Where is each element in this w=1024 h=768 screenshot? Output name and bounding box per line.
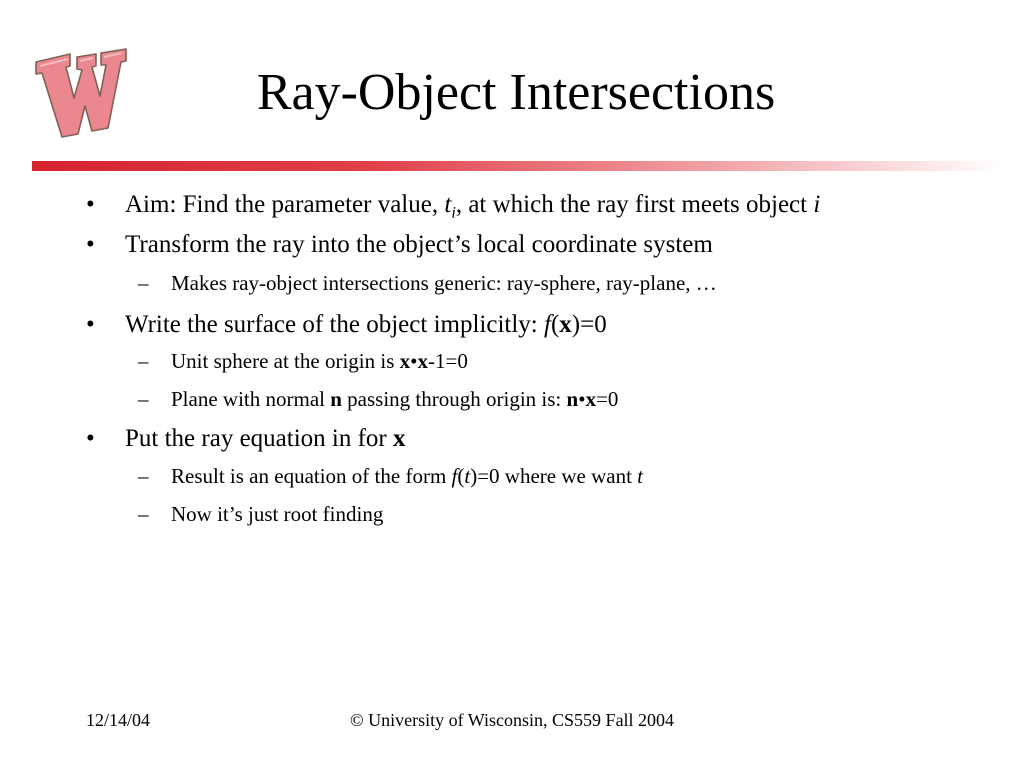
text-run: passing through origin is: bbox=[341, 387, 567, 411]
text-run: Makes ray-object intersections generic: ray-sphere, ray-plane, … bbox=[171, 271, 717, 295]
text-run: Result is an equation of the form bbox=[171, 464, 452, 488]
text-run: x bbox=[585, 387, 597, 411]
bullet-marker: • bbox=[86, 191, 95, 218]
text-run: t bbox=[444, 191, 452, 218]
text-run: i bbox=[451, 203, 456, 222]
text-run: Put the ray equation in for bbox=[125, 425, 393, 452]
text-run: t bbox=[464, 464, 471, 488]
bullet-text bbox=[125, 190, 820, 220]
text-run: i bbox=[813, 191, 821, 218]
bullet-text bbox=[125, 310, 607, 340]
dash-marker: – bbox=[138, 349, 149, 373]
text-run: ( bbox=[550, 311, 560, 338]
text-run: Now it’s just root finding bbox=[171, 502, 384, 526]
sub-bullet-text bbox=[171, 501, 383, 527]
text-run: Plane with normal bbox=[171, 387, 331, 411]
text-run: n bbox=[330, 387, 342, 411]
text-run: • bbox=[578, 387, 586, 411]
sub-bullet-text bbox=[171, 463, 643, 489]
text-run: -1=0 bbox=[427, 349, 468, 373]
text-run: , at which the ray first meets object bbox=[455, 191, 814, 218]
bullet-text bbox=[125, 230, 713, 260]
text-run: f bbox=[543, 311, 551, 338]
dash-marker: – bbox=[138, 464, 149, 488]
text-run: • bbox=[410, 349, 418, 373]
sub-bullet-text bbox=[171, 386, 618, 412]
text-run: )=0 where we want bbox=[470, 464, 638, 488]
text-run: x bbox=[559, 311, 572, 338]
text-run: Transform the ray into the object’s local coordinate system bbox=[125, 231, 713, 258]
slide-title: Ray-Object Intersections bbox=[256, 64, 776, 121]
sub-bullet-text bbox=[171, 348, 468, 374]
text-run: =0 bbox=[596, 387, 619, 411]
text-run: n bbox=[566, 387, 579, 411]
bullet-marker: • bbox=[86, 231, 95, 258]
dash-marker: – bbox=[138, 387, 149, 411]
bullet-marker: • bbox=[86, 311, 95, 338]
bullet-marker: • bbox=[86, 425, 95, 452]
text-run: x bbox=[399, 349, 411, 373]
text-run: Unit sphere at the origin is bbox=[171, 349, 400, 373]
text-run: t bbox=[637, 464, 644, 488]
footer-date: 12/14/04 bbox=[86, 710, 151, 730]
text-run: )=0 bbox=[571, 311, 607, 338]
text-run: f bbox=[451, 464, 458, 488]
footer-copyright: © University of Wisconsin, CS559 Fall 2004 bbox=[349, 710, 675, 730]
bullet-text bbox=[125, 424, 406, 454]
text-run: Write the surface of the object implicitly: bbox=[125, 311, 544, 338]
text-run: x bbox=[417, 349, 428, 373]
dash-marker: – bbox=[138, 502, 149, 526]
text-run: x bbox=[393, 425, 406, 452]
dash-marker: – bbox=[138, 271, 149, 295]
sub-bullet-text bbox=[171, 270, 717, 296]
text-run: ( bbox=[457, 464, 465, 488]
text-run: Aim: Find the parameter value, bbox=[125, 191, 445, 218]
